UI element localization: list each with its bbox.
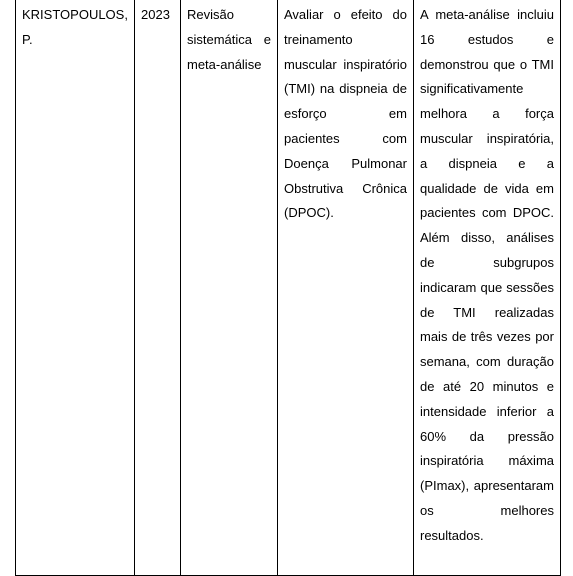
- year-cell: [135, 0, 181, 576]
- objective-cell: [278, 0, 414, 576]
- study-type-cell: [181, 0, 278, 576]
- table-row: [16, 0, 561, 576]
- study-type-text: Revisão sistemática e meta-análise: [187, 7, 271, 72]
- results-cell: [414, 0, 561, 576]
- author-cell: [16, 0, 135, 576]
- author-text: KRISTOPOULOS, P.: [22, 7, 128, 47]
- literature-review-table: [15, 0, 561, 576]
- year-text: 2023: [141, 7, 170, 22]
- objective-text: Avaliar o efeito do treinamento muscular inspiratório (TMI) na dispneia de esforço em pacientes com Doença Pulmonar Obstrutiva Crônica (DPOC).: [284, 7, 407, 221]
- results-text: A meta-análise incluiu 16 estudos e demonstrou que o TMI significativamente melhora a força muscular inspiratória, a dispneia e a qualidade de vida em pacientes com DPOC. Além disso, análises de subgrupos indicaram que sessões de TMI realizadas mais de três vezes por semana, com duração de até 20 minutos e intensidade inferior a 60% da pressão inspiratória máxima (PImax), apresentaram os melhores resultados.: [420, 7, 554, 543]
